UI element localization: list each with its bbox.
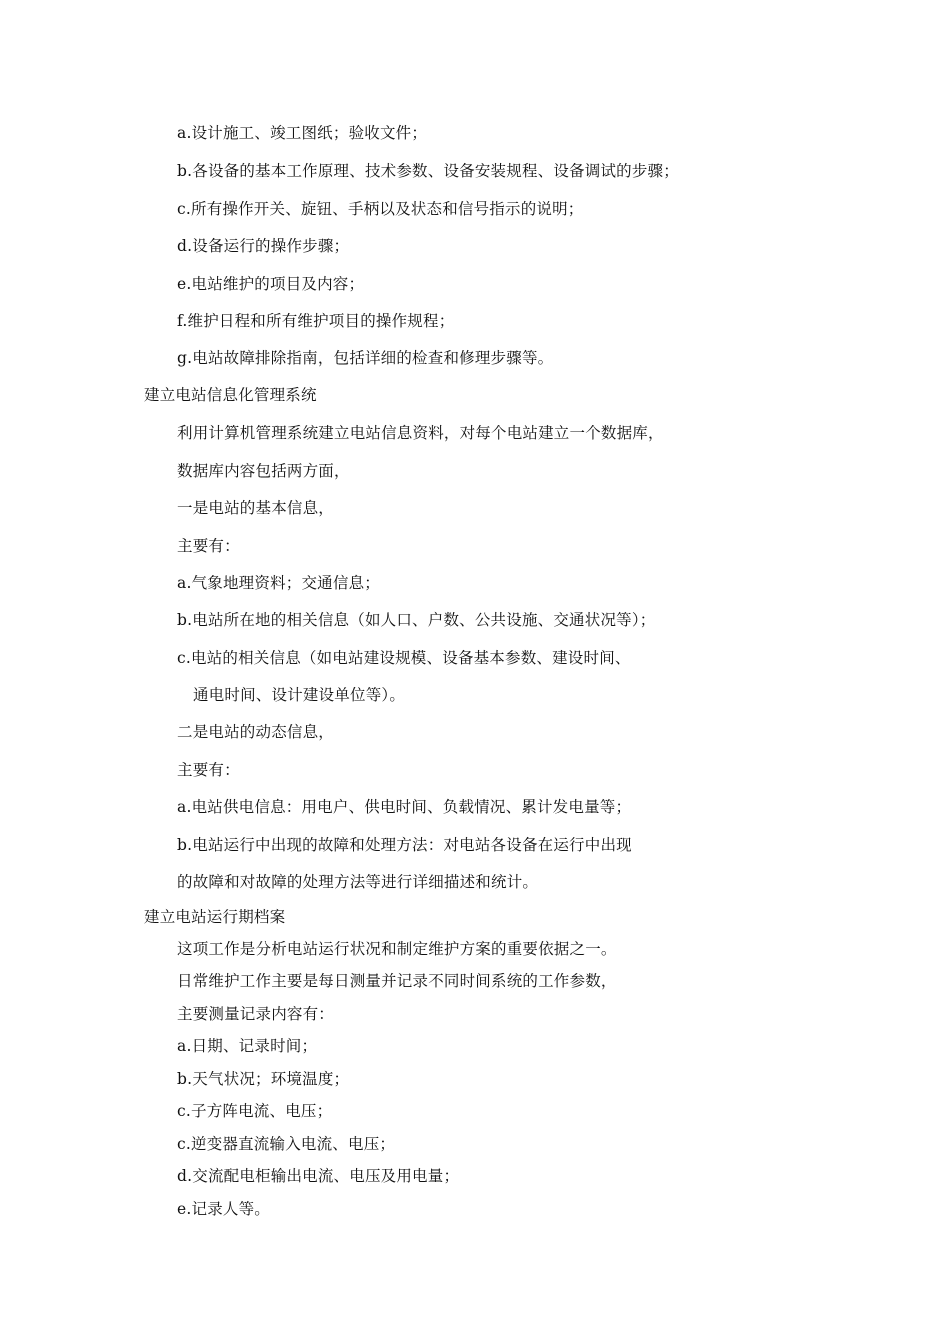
list-item: d.交流配电柜输出电流、电压及用电量； xyxy=(177,1167,460,1185)
list-item-continuation: 通电时间、设计建设单位等）。 xyxy=(193,686,406,704)
list-item: e.电站维护的项目及内容； xyxy=(177,275,365,293)
paragraph-line: 利用计算机管理系统建立电站信息资料，对每个电站建立一个数据库， xyxy=(177,424,664,442)
paragraph-line: 日常维护工作主要是每日测量并记录不同时间系统的工作参数， xyxy=(177,972,617,990)
list-item: a.电站供电信息：用电户、供电时间、负载情况、累计发电量等； xyxy=(177,798,632,816)
paragraph-line: 一是电站的基本信息， xyxy=(177,499,335,517)
paragraph-line: 主要有： xyxy=(177,537,240,555)
list-item: c.子方阵电流、电压； xyxy=(177,1102,333,1120)
list-item: e.记录人等。 xyxy=(177,1200,271,1218)
list-item: c.逆变器直流输入电流、电压； xyxy=(177,1135,396,1153)
list-item-continuation: 的故障和对故障的处理方法等进行详细描述和统计。 xyxy=(177,873,539,891)
paragraph-line: 数据库内容包括两方面， xyxy=(177,462,350,480)
paragraph-line: 主要有： xyxy=(177,761,240,779)
list-item: b.电站所在地的相关信息（如人口、户数、公共设施、交通状况等）； xyxy=(177,611,656,629)
list-item: c.所有操作开关、旋钮、手柄以及状态和信号指示的说明； xyxy=(177,200,584,218)
list-item: c.电站的相关信息（如电站建设规模、设备基本参数、建设时间、 xyxy=(177,649,631,667)
section-heading: 建立电站信息化管理系统 xyxy=(144,386,317,404)
section-heading: 建立电站运行期档案 xyxy=(144,908,286,926)
paragraph-line: 二是电站的动态信息， xyxy=(177,723,335,741)
list-item: d.设备运行的操作步骤； xyxy=(177,237,350,255)
list-item: g.电站故障排除指南，包括详细的检查和修理步骤等。 xyxy=(177,349,554,367)
list-item: b.电站运行中出现的故障和处理方法：对电站各设备在运行中出现 xyxy=(177,836,632,854)
list-item: a.设计施工、竣工图纸；验收文件； xyxy=(177,124,428,142)
list-item: a.气象地理资料；交通信息； xyxy=(177,574,380,592)
list-item: b.天气状况；环境温度； xyxy=(177,1070,350,1088)
paragraph-line: 这项工作是分析电站运行状况和制定维护方案的重要依据之一。 xyxy=(177,940,617,958)
list-item: b.各设备的基本工作原理、技术参数、设备安装规程、设备调试的步骤； xyxy=(177,162,679,180)
list-item: a.日期、记录时间； xyxy=(177,1037,318,1055)
list-item: f.维护日程和所有维护项目的操作规程； xyxy=(177,312,455,330)
paragraph-line: 主要测量记录内容有： xyxy=(177,1005,335,1023)
